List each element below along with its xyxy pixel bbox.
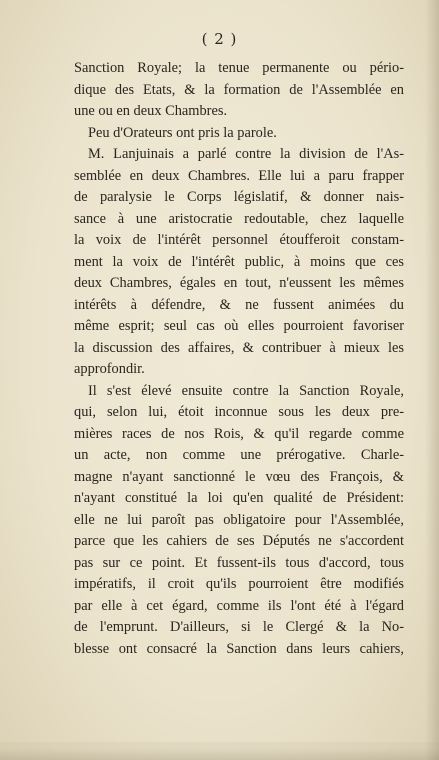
page-number: ( 2 ) (201, 30, 238, 48)
text-line: qui, selon lui, étoit inconnue sous les deux pre- (74, 404, 404, 420)
text-line: une ou en deux Chambres. (74, 103, 228, 119)
text-line: dique des Etats, & la formation de l'Assemblée en (74, 81, 404, 98)
body-text (74, 58, 404, 660)
text-line: ment la voix de l'intérêt public, à moins que ces (74, 253, 404, 270)
text-line: n'ayant constitué la loi qu'en qualité de Président: (74, 490, 404, 506)
text-line: Peu d'Orateurs ont pris la parole. (88, 124, 277, 141)
text-line: même esprit; seul cas où elles pourroient favoriser (74, 318, 404, 334)
text-line: parce que les cahiers de ses Députés ne s'accordent (74, 533, 404, 549)
text-line: intérêts à défendre, & ne fussent animées du (74, 296, 404, 313)
text-line: elle ne lui paroît pas obligatoire pour l'Assemblée, (74, 511, 404, 528)
text-line: la discussion des affaires, & contribuer à mieux les (74, 339, 404, 356)
text-line: semblée en deux Chambres. Elle lui a paru frapper (74, 167, 404, 184)
text-line: sance à une aristocratie redoutable, chez laquelle (74, 210, 404, 227)
page-edge-shadow-right (425, 0, 439, 760)
page-bottom-discoloration (0, 742, 439, 760)
text-line: magne n'ayant sanctionné le vœu des François, & (74, 468, 404, 485)
text-line: approfondir. (74, 361, 145, 377)
text-line: la voix de l'intérêt personnel étoufferoit constam- (74, 232, 404, 248)
text-line: par elle à cet égard, comme ils l'ont été à l'égard (74, 597, 404, 614)
text-line: deux Chambres, égales en tout, n'eussent les mêmes (74, 275, 404, 291)
text-line: mières races de nos Rois, & qu'il regarde comme (74, 425, 404, 442)
text-line: M. Lanjuinais a parlé contre la division de l'As- (88, 146, 404, 162)
text-line: Il s'est élevé ensuite contre la Sanction Royale, (88, 382, 404, 399)
text-line: un acte, non comme une prérogative. Charle- (74, 447, 404, 463)
text-line: de paralysie le Corps législatif, & donner nais- (74, 189, 404, 205)
text-line: pas sur ce point. Et fussent-ils tous d'accord, tous (74, 554, 404, 571)
text-line: blesse ont consacré la Sanction dans leurs cahiers, (74, 640, 404, 657)
text-line: impératifs, il croit qu'ils pourroient être modifiés (74, 576, 404, 592)
text-line: Sanction Royale; la tenue permanente ou pério- (74, 60, 404, 76)
text-line: de l'emprunt. D'ailleurs, si le Clergé & la No- (74, 619, 404, 635)
